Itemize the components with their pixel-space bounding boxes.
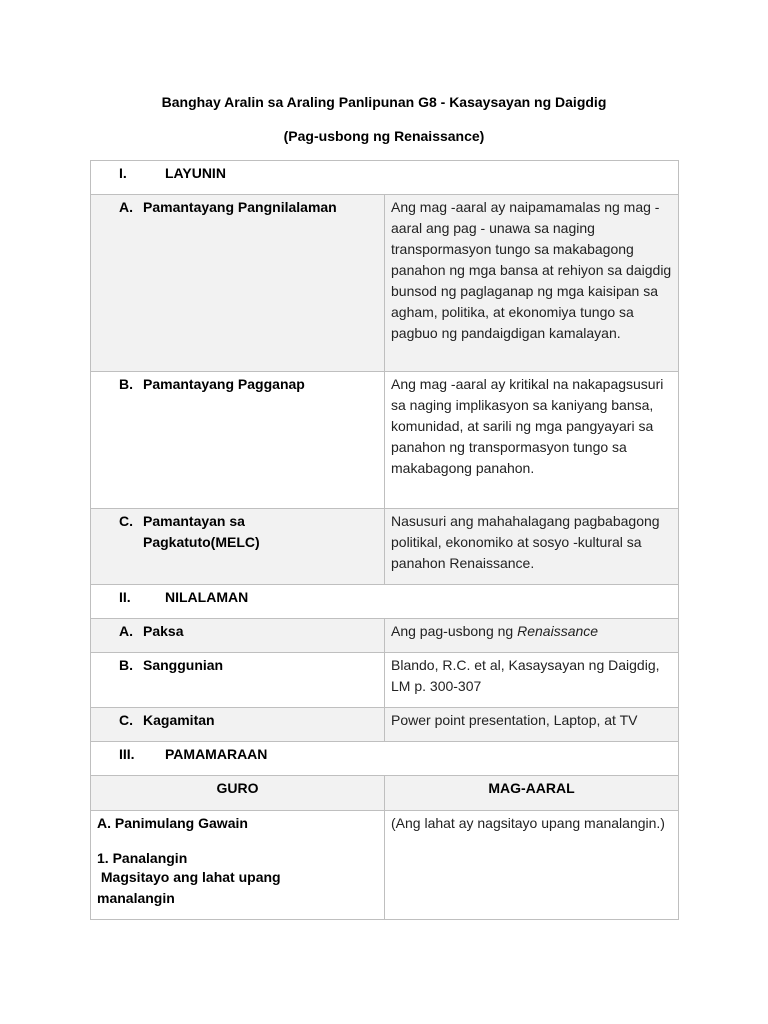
guro-heading: A. Panimulang Gawain [97, 815, 248, 831]
row-label: Kagamitan [143, 712, 215, 728]
section-number: II. [119, 589, 131, 605]
column-header-guro: GURO [91, 776, 385, 810]
lesson-plan-table [90, 160, 679, 920]
row-letter: B. [119, 376, 133, 392]
section-number: III. [119, 746, 135, 762]
row-text: Ang mag -aaral ay kritikal na nakapagsusuri sa naging implikasyon sa kaniyang bansa, komunidad, at sarili ng mga pangyayari sa panahon ng transpormasyon tungo sa makabagong panahon. [385, 372, 679, 508]
row-letter: C. [119, 712, 133, 728]
paksa-text: Ang pag-usbong ng [391, 623, 518, 639]
paksa-italic-text: Renaissance [517, 623, 599, 639]
document-title: Banghay Aralin sa Araling Panlipunan G8 - Kasaysayan ng Daigdig [161, 94, 607, 110]
section-row-layunin [91, 161, 679, 195]
column-header-row [91, 776, 679, 811]
guro-instruction-line1: Magsitayo ang lahat upang [97, 869, 281, 885]
row-letter: A. [119, 199, 133, 215]
table-row [91, 619, 679, 653]
document-subtitle: (Pag-usbong ng Renaissance) [283, 128, 485, 144]
guro-instruction-line2: manalangin [97, 890, 175, 906]
section-row-pamamaraan [91, 742, 679, 776]
table-row [91, 653, 679, 708]
row-label: Sanggunian [143, 657, 224, 673]
section-label: LAYUNIN [165, 165, 226, 181]
row-label: Paksa [143, 623, 184, 639]
section-label: PAMAMARAAN [165, 746, 268, 762]
row-label: Pamantayang Pagganap [143, 376, 305, 392]
table-row [91, 195, 679, 372]
row-label: Pamantayang Pangnilalaman [143, 199, 337, 215]
table-row [91, 811, 679, 920]
section-row-nilalaman [91, 585, 679, 619]
row-letter: C. [119, 513, 133, 529]
table-row [91, 509, 679, 585]
guro-item: 1. Panalangin [97, 850, 188, 866]
row-label: Pamantayan sa Pagkatuto(MELC) [143, 513, 260, 550]
table-row [91, 708, 679, 742]
mag-aaral-text: (Ang lahat ay nagsitayo upang manalangin.) [385, 811, 679, 919]
row-letter: A. [119, 623, 133, 639]
row-text: Blando, R.C. et al, Kasaysayan ng Daigdig, LM p. 300-307 [385, 653, 679, 707]
row-text: Nasusuri ang mahahalagang pagbabagong politikal, ekonomiko at sosyo -kultural sa panahon Renaissance. [385, 509, 679, 584]
row-letter: B. [119, 657, 133, 673]
section-number: I. [119, 165, 127, 181]
column-header-mag-aaral: MAG-AARAL [385, 776, 679, 810]
section-label: NILALAMAN [165, 589, 249, 605]
row-text [385, 619, 679, 652]
row-text: Power point presentation, Laptop, at TV [385, 708, 679, 741]
row-text: Ang mag -aaral ay naipamamalas ng mag -aaral ang pag - unawa sa naging transpormasyon tungo sa makabagong panahon ng mga bansa at rehiyon sa daigdig bunsod ng paglaganap ng mga kaisipan sa agham, politika, at ekonomiya tungo sa pagbuo ng pandaigdigan kamalayan. [385, 195, 679, 371]
table-row [91, 372, 679, 509]
